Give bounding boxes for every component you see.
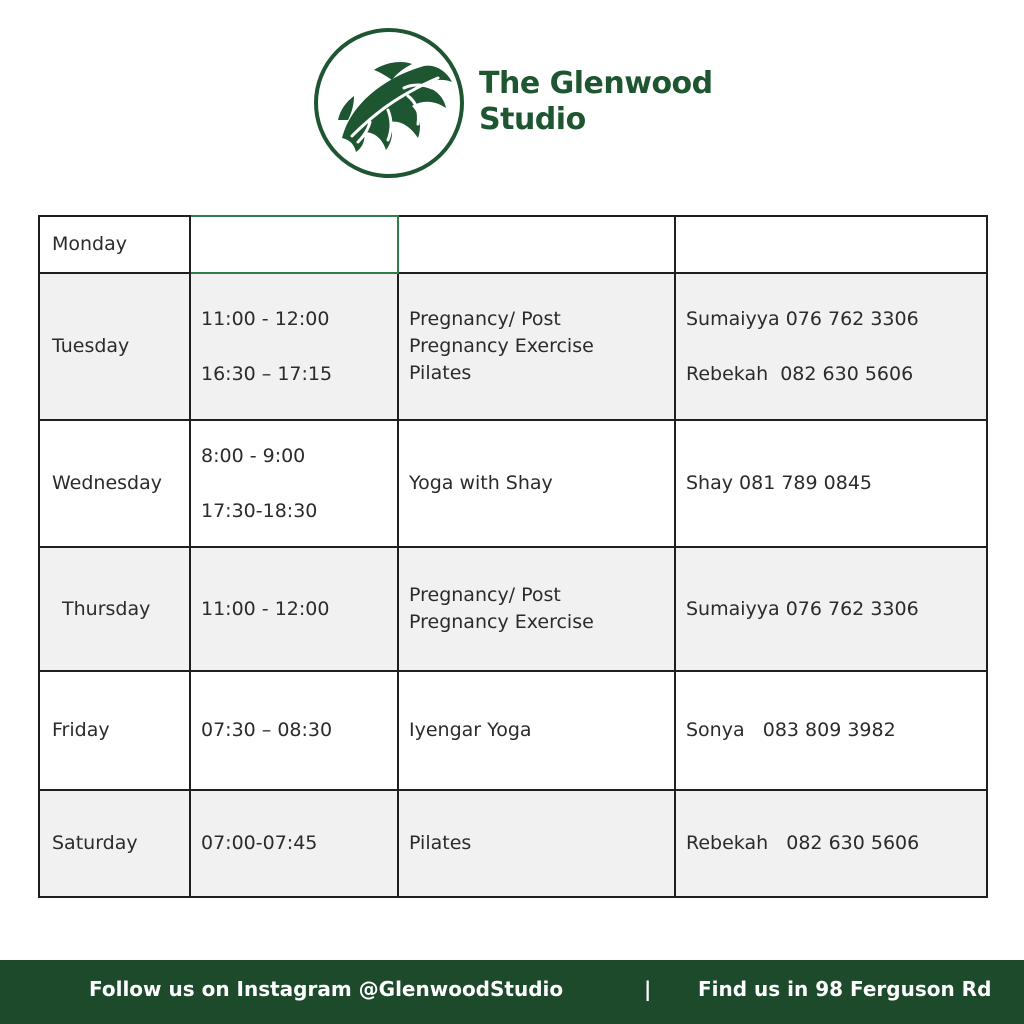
contact-cell: [675, 273, 987, 420]
time-cell: [190, 216, 398, 273]
table-row: [39, 547, 987, 671]
table-row: [39, 420, 987, 547]
contact-info: Sumaiyya 076 762 3306: [686, 307, 919, 330]
contact-info: Sumaiyya 076 762 3306: [686, 597, 919, 620]
day-cell: [39, 547, 190, 671]
contact-cell: [675, 547, 987, 671]
day-label: Tuesday: [52, 335, 130, 357]
contact-cell: [675, 671, 987, 790]
table-row: [39, 273, 987, 420]
contact-info: Sonya 083 809 3982: [686, 719, 896, 741]
class-cell: [398, 790, 675, 897]
time-cell: [190, 547, 398, 671]
class-cell: [398, 671, 675, 790]
table-row: [39, 671, 987, 790]
class-name: Pregnancy/ Post Pregnancy Exercise: [409, 308, 594, 357]
day-label: Wednesday: [52, 472, 163, 494]
address-text: Find us in 98 Ferguson Rd: [698, 977, 992, 1001]
time-cell: [190, 790, 398, 897]
time-slot: 11:00 - 12:00: [201, 597, 330, 620]
day-label: Thursday: [62, 597, 151, 620]
time-slot: 07:00-07:45: [201, 832, 318, 854]
monstera-leaf-icon: [312, 26, 466, 180]
day-label: Saturday: [52, 832, 138, 854]
class-name: Iyengar Yoga: [409, 719, 532, 741]
contact-info: Rebekah 082 630 5606: [686, 832, 920, 854]
day-cell: [39, 216, 190, 273]
day-cell: [39, 671, 190, 790]
class-cell: [398, 273, 675, 420]
time-slot: 07:30 – 08:30: [201, 719, 333, 741]
contact-cell: [675, 216, 987, 273]
class-cell: [398, 547, 675, 671]
brand-name-line1: The Glenwood: [479, 66, 713, 101]
table-row: [39, 790, 987, 897]
day-cell: [39, 420, 190, 547]
time-cell: [190, 273, 398, 420]
instagram-link[interactable]: Follow us on Instagram @GlenwoodStudio: [89, 977, 564, 1001]
class-name: Pilates: [409, 362, 472, 384]
contact-cell: [675, 420, 987, 547]
day-cell: [39, 790, 190, 897]
time-slot: 8:00 - 9:00: [201, 444, 306, 467]
contact-info: Rebekah 082 630 5606: [686, 362, 914, 385]
class-name: Pregnancy/ Post Pregnancy Exercise: [409, 584, 594, 633]
time-slot: 16:30 – 17:15: [201, 362, 333, 385]
day-cell: [39, 273, 190, 420]
brand-name-line2: Studio: [479, 102, 586, 137]
day-label: Monday: [52, 233, 128, 255]
studio-logo: [312, 26, 732, 182]
time-slot: 17:30-18:30: [201, 499, 318, 522]
class-name: Pilates: [409, 832, 472, 854]
class-cell: [398, 216, 675, 273]
footer-separator: |: [644, 977, 652, 1001]
footer-banner: [0, 960, 1024, 1024]
time-cell: [190, 420, 398, 547]
class-cell: [398, 420, 675, 547]
day-label: Friday: [52, 719, 110, 741]
class-schedule-table: [38, 215, 988, 898]
time-cell: [190, 671, 398, 790]
contact-cell: [675, 790, 987, 897]
contact-info: Shay 081 789 0845: [686, 472, 872, 494]
brand-name: [479, 66, 739, 138]
table-row: [39, 216, 987, 273]
class-name: Yoga with Shay: [409, 472, 553, 494]
time-slot: 11:00 - 12:00: [201, 307, 330, 330]
